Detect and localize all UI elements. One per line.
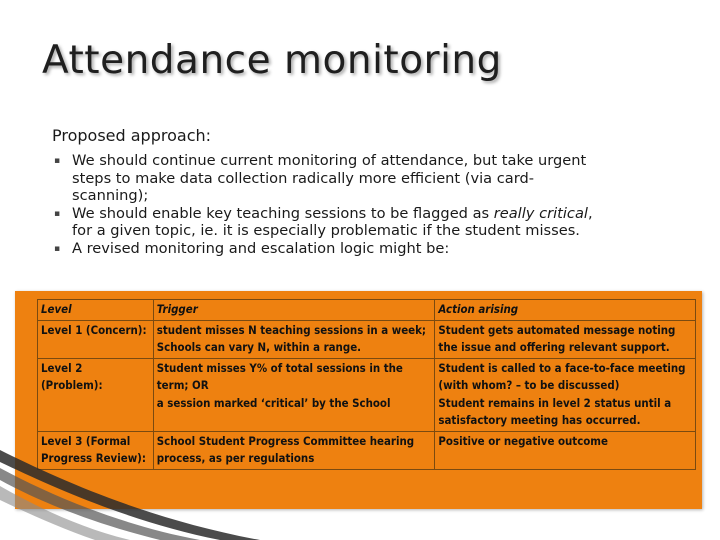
slide-title: Attendance monitoring [42, 38, 502, 83]
bullet-marker: ▪ [54, 156, 61, 166]
bullet-marker: ▪ [54, 208, 61, 219]
level-2-action-line-4: satisfactory meeting has occurred. [438, 413, 641, 427]
bullet-2-line-2: for a given topic, ie. it is especially problematic if the student misses. [72, 222, 580, 240]
level-2-action-line-3: Student remains in level 2 status until a [438, 395, 672, 410]
bullet-2-line-1-post: , [587, 204, 593, 222]
header-action: Action arising [435, 300, 696, 321]
bullet-item [54, 152, 694, 205]
bullet-1-line-1: We should continue current monitoring of attendance, but take urgent [72, 152, 587, 169]
level-3-trigger-line-2: process, as per regulations [156, 451, 315, 465]
bullet-3-line-1: A revised monitoring and escalation logic might be: [72, 239, 450, 257]
decorative-swoosh [0, 440, 300, 540]
level-2-label-line-1: Level 2 [41, 360, 83, 375]
level-2-trigger-cell [153, 358, 435, 431]
level-3-trigger-line-1: School Student Progress Committee hearing [156, 433, 415, 448]
header-trigger: Trigger [153, 300, 435, 321]
header-level: Level [38, 300, 154, 321]
intro-text: Proposed approach: [52, 126, 212, 145]
level-2-trigger-line-1: Student misses Y% of total sessions in the [156, 360, 403, 375]
bullet-item [54, 205, 694, 240]
level-1-label: Level 1 (Concern): [41, 322, 147, 337]
level-1-trigger-line-1: student misses N teaching sessions in a week; [156, 322, 427, 337]
bullet-2-line-1-pre: We should enable key teaching sessions to be flagged as [72, 204, 494, 222]
table-row [38, 358, 696, 431]
level-1-cell [38, 320, 154, 358]
bullet-1-line-3: scanning); [72, 187, 149, 205]
bullet-item [54, 240, 694, 258]
level-2-trigger-line-2: term; OR [156, 378, 209, 392]
level-2-cell [38, 358, 154, 431]
level-2-trigger-line-3: a session marked ‘critical’ by the School [156, 395, 391, 410]
level-2-action-line-2: (with whom? – to be discussed) [438, 378, 620, 392]
level-2-label-line-2: (Problem): [41, 378, 103, 392]
table-row [38, 320, 696, 358]
bullet-1-line-2: steps to make data collection radically more efficient (via card- [72, 169, 534, 187]
level-1-trigger-line-2: Schools can vary N, within a range. [156, 340, 362, 354]
bullet-marker: ▪ [54, 243, 61, 254]
level-1-action-cell [435, 320, 696, 358]
level-1-action-line-2: the issue and offering relevant support. [438, 340, 670, 354]
level-3-label-line-1: Level 3 (Formal [41, 433, 131, 448]
level-1-trigger-cell [153, 320, 435, 358]
level-1-action-line-1: Student gets automated message noting [438, 322, 676, 337]
level-3-action-line-1: Positive or negative outcome [438, 433, 608, 448]
table-header-row [38, 300, 696, 321]
level-2-action-line-1: Student is called to a face-to-face meeting [438, 360, 686, 375]
level-3-action-cell [435, 431, 696, 469]
bullet-list [54, 152, 694, 258]
bullet-2-emphasis: really critical [493, 204, 588, 222]
level-2-action-cell [435, 358, 696, 431]
level-3-label-line-2: Progress Review): [41, 451, 146, 465]
